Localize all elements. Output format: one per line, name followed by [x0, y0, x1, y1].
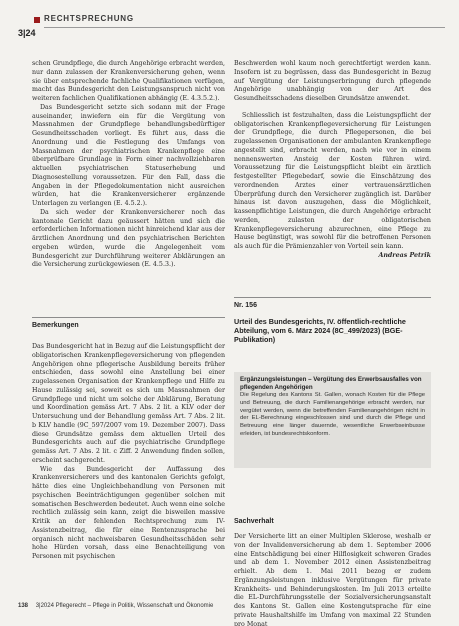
- right-column-sachverhalt: [234, 533, 431, 626]
- summary-title: Ergänzungsleistungen – Vergütung des Erwerbsausfalles von pflegenden Angehörigen: [240, 376, 422, 391]
- section-rule: [32, 317, 225, 318]
- paragraph: Wie das Bundesgericht der Auffassung des Krankenversicherers und des kantonalen Gerichts gefolgt, hätte dies eine Ungleichbehandlung von Personen mit psychischen Beeinträchtigungen gegenüber solchen mit somatischen Beschwerden bedeutet. Auch wenn eine solche rechtlich zulässig sein kann, zeigt die bisweilen massive Kritik an der fehlenden Rechtsprechung zum IV-Assistenzbeitrag, die für eine Rentenzusprache bei organisch nicht nachweisbaren Gesundheitsschäden sehr hohe Hürden vorsah, dass eine Benachteiligung von Personen mit psychischen: [32, 465, 225, 560]
- footer-page-number: 138: [18, 603, 29, 609]
- paragraph: Beschwerden wohl kaum noch gerechtfertigt werden kann. Insofern ist zu begrüssen, dass das Bundesgericht in Bezug auf Vergütung der Leistungserbringung durch pflegende Angehörige unabhängig von der Art des Gesundheitsschadens dieselben Grundsätze anwendet.: [234, 60, 431, 102]
- paragraph: Schliesslich ist festzuhalten, dass die Leistungspflicht der obligatorischen Krankenpflegeversicherung für Leistungen der Grundpflege, die durch Pflegepersonen, die bei zugelassenen Organisationen der ambulanten Krankenpflege angestellt sind, erbracht werden, nach wie vor in einem nennenswerten Ansteig der Kosten führen wird. Voraussetzung für die Leistungspflicht bleibt ein ärztlich festgestellter Pflegebedarf, sowie die Einschätzung des verordnenden Arztes einer vertrauensärztlichen Überprüfung durch den Versicherer zugänglich ist. Darüber hinaus ist davon auszugehen, dass die Möglichkeit, kassenpflichtige Leistungen, die durch Angehörige erbracht werden, zulasten der obligatorischen Krankenpflegeversicherung abzurechnen, eine Pflege zu Hause begünstigt, was sowohl für die betroffenen Personen als auch für die Prämienzahler von Vorteil sein kann.: [234, 111, 431, 250]
- sachverhalt-heading: Sachverhalt: [234, 518, 274, 525]
- paragraph: Das Bundesgericht setzte sich sodann mit der Frage auseinander, inwiefern ein für die Vergütung von Massnahmen der Grundpflege behandlungsbedürftiger Gesundheitsschaden vorliegt. Es führt aus, dass die Anordnung und die Festlegung des Umfangs von Massnahmen der psychiatrischen Krankenpflege eine überprüfbare Grundlage in Form einer nachvollziehbaren aktuellen psychiatrischen Statuserhebung und Diagnosestellung voraussetzen. Für den Fall, dass die Angaben in der Pflegedokumentation nicht ausreichen würden, hat die Krankenversicherer ergänzende Unterlagen zu verlangen (E. 4.5.2.).: [32, 103, 225, 207]
- bemerkungen-heading: Bemerkungen: [32, 322, 79, 329]
- paragraph: schen Grundpflege, die durch Angehörige erbracht werden, nur dann zulassen der Krankenversicherung gehen, wenn sie über entsprechende fachliche Qualifikationen verfügen, macht das Bundesgericht den Leistungsanspruch nicht von weiteren fachlichen Qualifikationen abhängig (E. 4.3.5.2.).: [32, 60, 225, 102]
- section-marker: [34, 17, 40, 23]
- left-column-bemerkungen: [32, 343, 225, 562]
- page-footer: [18, 603, 213, 609]
- left-column-top: [32, 60, 225, 270]
- footer-journal: 3|2024 Pflegerecht – Pflege in Politik, Wissenschaft und Ökonomie: [35, 603, 214, 609]
- right-column-top: [234, 60, 431, 261]
- summary-body: Die Regelung des Kantons St. Gallen, wonach Kosten für die Pflege und Betreuung, die durch Familienangehörige erbracht werden, nur vergütet werden, wenn die betreffenden Familienangehörigen nicht in der EL-Berechnung eingeschlossen sind und durch die Pflege und Betreuung eine länger dauernde, wesentliche Erwerbseinbusse erleiden, ist bundesrechtskonform.: [240, 392, 425, 437]
- court-title: Urteil des Bundesgerichts, IV. öffentlich-rechtliche Abteilung, vom 6. März 2024 (8C_499/2023) (BGE-Publikation): [234, 317, 406, 345]
- summary-box: [234, 372, 431, 468]
- paragraph: Der Versicherte litt an einer Multiplen Sklerose, weshalb er von der Invalidenversicherung ab dem 1. September 2006 eine Entschädigung bei einer Hilflosigkeit schweren Grades und ab dem 1. November 2012 einen Assistenzbeitrag erhielt. Ab dem 1. Mai 2011 bezog er zudem Ergänzungsleistungen inklusive Vergütungen für private Krankheits- und Behinderungskosten. Im Juli 2013 erteilte die EL-Durchführungsstelle der Sozialversicherungsanstalt des Kantons St. Gallen eine Kostengutsprache für eine private Haushaltshilfe im Umfang von maximal 22 Stunden pro Monat: [234, 533, 431, 626]
- case-number: Nr. 156: [234, 302, 257, 309]
- paragraph: Das Bundesgericht hat in Bezug auf die Leistungspflicht der obligatorischen Krankenpflegeversicherung von pflegenden Angehörigen ohne pflegerische Ausbildung bereits früher entschieden, dass sowohl eine Anstellung bei einer zugelassenen Organisation der Krankenpflege und Hilfe zu Hause zulässig sei, soweit es sich um Massnahmen der Grundpflege und nicht um solche der Abklärung, Beratung und Koordination gemäss Art. 7 Abs. 2 lit. a KLV oder der Untersuchung und der Behandlung gemäss Art. 7 Abs. 2 lit. b KLV handle (9C_597/2007 vom 19. Dezember 2007). Dass diese Grundsätze gemäss dem aktuellen Urteil des Bundesgerichts auch auf die psychiatrische Grundpflege gemäss Art. 7 Abs. 2 lit. c Ziff. 2 Anwendung finden sollen, erscheint sachgerecht.: [32, 343, 225, 464]
- paragraph: Da sich weder der Krankenversicherer noch das kantonale Gericht dazu geäussert hätten und sich die erforderlichen Informationen nicht hinreichend klar aus der ärztlichen Anordnung und den psychiatrischen Berichten ergeben würden, wurde die Angelegenheit vom Bundesgericht zur Durchführung weiterer Abklärungen an die Versicherung zurückgewiesen (E. 4.5.3.).: [32, 208, 225, 269]
- section-title: RECHTSPRECHUNG: [44, 14, 134, 23]
- author-signature: Andreas Petrik: [378, 251, 431, 259]
- header-rule: [44, 27, 445, 28]
- case-rule: [234, 297, 431, 298]
- issue-label: 3|24: [18, 28, 36, 38]
